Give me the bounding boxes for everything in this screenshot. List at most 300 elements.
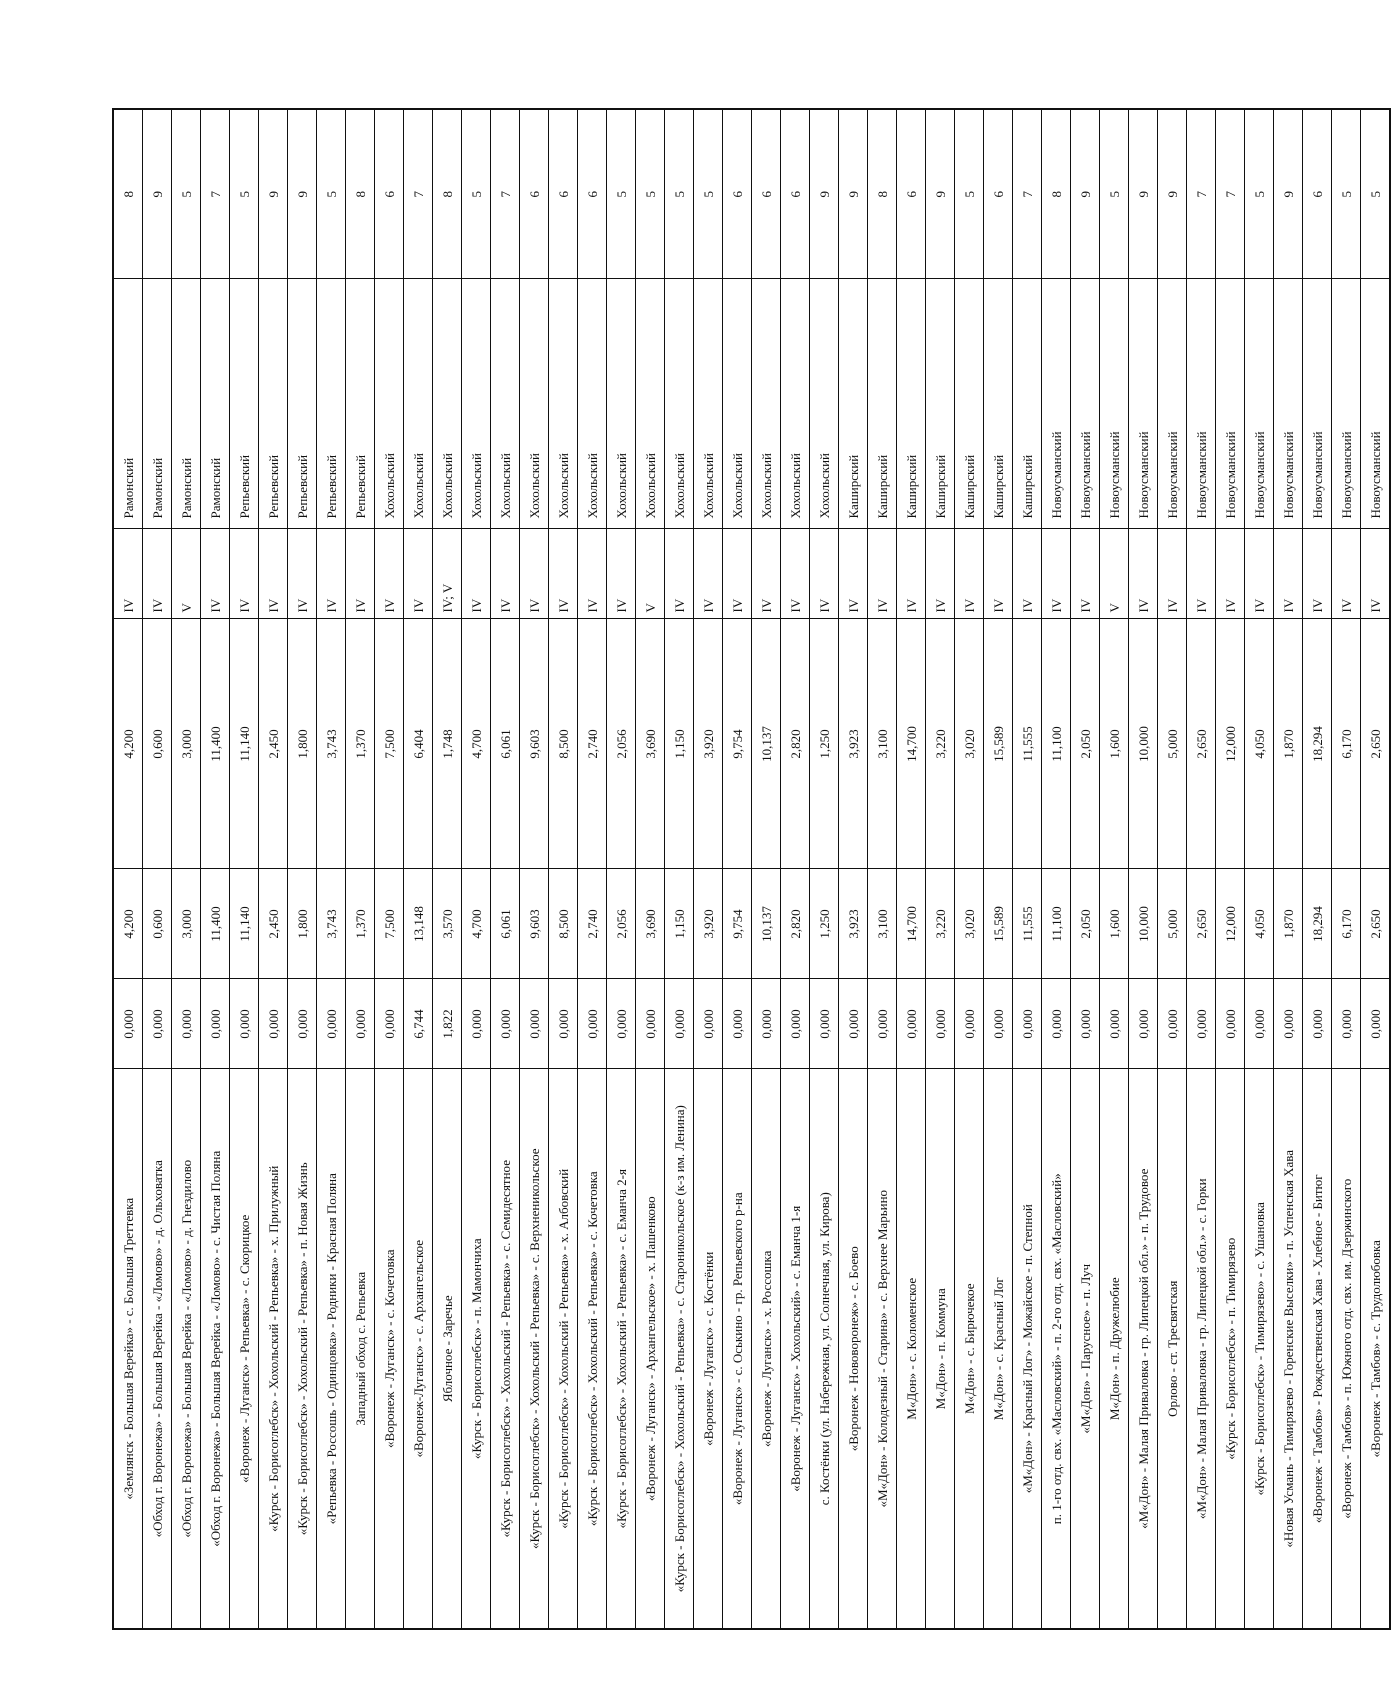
row-category-cell: IV [346,529,375,619]
row-district-cell: Репьевский [288,279,317,529]
row-category-cell: IV [578,529,607,619]
row-start-km-cell: 0,000 [839,979,868,1069]
row-end-km-cell: 11,140 [230,869,259,979]
row-end-km-cell: 3,220 [926,869,955,979]
table-row [317,109,346,1629]
row-start-km-cell: 6,744 [404,979,433,1069]
row-district-cell: Хохольский [375,279,404,529]
row-district-cell: Новоусманский [1332,279,1361,529]
table-row [1332,109,1361,1629]
row-start-km-cell: 0,000 [1274,979,1303,1069]
row-name-cell: «Курск - Борисоглебск» - Хохольский - Репьевка» - х. Прилужный [259,1069,288,1629]
row-length-cell: 3,690 [636,619,665,869]
row-name-cell: «М«Дон» - Малая Приваловка - гр. Липецкой обл.» - с. Горки [1187,1069,1216,1629]
row-width-cell: 6 [984,109,1013,279]
table-row [520,109,549,1629]
row-end-km-cell: 1,370 [346,869,375,979]
table-row [1303,109,1332,1629]
table-row [1071,109,1100,1629]
row-length-cell: 11,400 [201,619,230,869]
row-name-cell: «Воронеж - Луганск» - х. Россошка [752,1069,781,1629]
row-end-km-cell: 11,400 [201,869,230,979]
row-width-cell: 5 [955,109,984,279]
row-length-cell: 11,555 [1013,619,1042,869]
row-category-cell: IV [868,529,897,619]
row-district-cell: Репьевский [346,279,375,529]
row-end-km-cell: 3,100 [868,869,897,979]
row-length-cell: 18,294 [1303,619,1332,869]
row-district-cell: Каширский [897,279,926,529]
row-district-cell: Хохольский [665,279,694,529]
row-width-cell: 7 [1187,109,1216,279]
row-length-cell: 6,061 [491,619,520,869]
row-start-km-cell: 0,000 [259,979,288,1069]
row-category-cell: IV [752,529,781,619]
row-width-cell: 9 [1274,109,1303,279]
row-category-cell: IV [694,529,723,619]
row-district-cell: Каширский [868,279,897,529]
row-start-km-cell: 0,000 [375,979,404,1069]
rotated-table-container [112,110,1383,1630]
row-width-cell: 5 [1332,109,1361,279]
table-row [346,109,375,1629]
row-end-km-cell: 9,754 [723,869,752,979]
row-category-cell: V [1100,529,1129,619]
table-row [491,109,520,1629]
row-end-km-cell: 14,700 [897,869,926,979]
row-end-km-cell: 5,000 [1158,869,1187,979]
row-category-cell: IV [1013,529,1042,619]
row-name-cell: «Воронеж - Луганск» - с. Костёнки [694,1069,723,1629]
table-row [810,109,839,1629]
row-category-cell: IV [723,529,752,619]
row-start-km-cell: 0,000 [1303,979,1332,1069]
table-row [1042,109,1071,1629]
row-district-cell: Репьевский [317,279,346,529]
row-category-cell: IV [549,529,578,619]
row-end-km-cell: 3,920 [694,869,723,979]
row-length-cell: 3,920 [694,619,723,869]
row-category-cell: IV [897,529,926,619]
row-length-cell: 12,000 [1216,619,1245,869]
row-length-cell: 4,200 [113,619,143,869]
row-length-cell: 1,870 [1274,619,1303,869]
row-end-km-cell: 9,603 [520,869,549,979]
row-district-cell: Новоусманский [1245,279,1274,529]
row-district-cell: Репьевский [230,279,259,529]
table-row [1274,109,1303,1629]
row-start-km-cell: 0,000 [1129,979,1158,1069]
roads-table [112,108,1391,1630]
row-name-cell: «Курск - Борисоглебск» - п. Мамончиха [462,1069,491,1629]
row-name-cell: «Курск - Борисоглебск» - Хохольский - Репьевка» - с. Еманча 2-я [607,1069,636,1629]
row-length-cell: 1,600 [1100,619,1129,869]
row-category-cell: IV [1274,529,1303,619]
row-width-cell: 6 [1303,109,1332,279]
row-length-cell: 2,050 [1071,619,1100,869]
row-district-cell: Новоусманский [1071,279,1100,529]
row-category-cell: IV [607,529,636,619]
row-end-km-cell: 4,200 [113,869,143,979]
row-start-km-cell: 0,000 [1361,979,1391,1069]
row-category-cell: IV [288,529,317,619]
table-row [288,109,317,1629]
row-category-cell: IV [839,529,868,619]
row-end-km-cell: 1,150 [665,869,694,979]
row-end-km-cell: 1,250 [810,869,839,979]
row-name-cell: «М«Дон» - Красный Лог» - Можайское - п. Степной [1013,1069,1042,1629]
table-row [694,109,723,1629]
row-district-cell: Новоусманский [1042,279,1071,529]
table-row [1100,109,1129,1629]
row-district-cell: Рамонский [143,279,172,529]
row-district-cell: Каширский [926,279,955,529]
row-name-cell: «Обход г. Воронежа» - Большая Верейка - «Ломово» - д. Гнездилово [172,1069,201,1629]
table-row [636,109,665,1629]
row-category-cell: IV [462,529,491,619]
row-category-cell: IV [665,529,694,619]
row-length-cell: 8,500 [549,619,578,869]
row-category-cell: IV [1158,529,1187,619]
row-length-cell: 1,800 [288,619,317,869]
row-width-cell: 5 [607,109,636,279]
row-start-km-cell: 0,000 [1187,979,1216,1069]
row-category-cell: IV [984,529,1013,619]
row-name-cell: «Курск - Борисоглебск» - п. Тимирязево [1216,1069,1245,1629]
row-length-cell: 7,500 [375,619,404,869]
row-name-cell: «Новая Усмань - Тимирязево - Горенские Выселки» - п. Успенская Хава [1274,1069,1303,1629]
row-width-cell: 8 [346,109,375,279]
row-start-km-cell: 0,000 [491,979,520,1069]
row-name-cell: Яблочное - Заречье [433,1069,462,1629]
row-category-cell: V [172,529,201,619]
row-name-cell: «М«Дон» - Колодезный - Старина» - с. Верхнее Марьино [868,1069,897,1629]
row-length-cell: 1,748 [433,619,462,869]
row-start-km-cell: 0,000 [172,979,201,1069]
row-length-cell: 3,923 [839,619,868,869]
table-row [549,109,578,1629]
row-width-cell: 6 [752,109,781,279]
row-end-km-cell: 10,137 [752,869,781,979]
table-row [1158,109,1187,1629]
row-start-km-cell: 0,000 [752,979,781,1069]
row-start-km-cell: 0,000 [346,979,375,1069]
row-length-cell: 2,650 [1187,619,1216,869]
row-length-cell: 11,140 [230,619,259,869]
row-start-km-cell: 0,000 [810,979,839,1069]
row-length-cell: 1,150 [665,619,694,869]
row-category-cell: IV [1216,529,1245,619]
table-row [462,109,491,1629]
row-end-km-cell: 1,870 [1274,869,1303,979]
row-district-cell: Рамонский [201,279,230,529]
row-width-cell: 8 [1042,109,1071,279]
table-row [433,109,462,1629]
row-length-cell: 3,100 [868,619,897,869]
table-row [113,109,143,1629]
row-district-cell: Новоусманский [1303,279,1332,529]
row-district-cell: Каширский [1013,279,1042,529]
row-district-cell: Новоусманский [1274,279,1303,529]
row-start-km-cell: 0,000 [868,979,897,1069]
row-width-cell: 8 [433,109,462,279]
row-category-cell: IV [781,529,810,619]
row-width-cell: 5 [636,109,665,279]
row-start-km-cell: 0,000 [462,979,491,1069]
row-category-cell: IV [1361,529,1391,619]
row-width-cell: 7 [491,109,520,279]
table-row [172,109,201,1629]
row-name-cell: «Курск - Борисоглебск» - Хохольский - Репьевка» - с. Староникольское (к-з им. Ленина) [665,1069,694,1629]
row-category-cell: V [636,529,665,619]
row-name-cell: с. Костёнки (ул. Набережная, ул. Солнечная, ул. Кирова) [810,1069,839,1629]
row-category-cell: IV [491,529,520,619]
row-length-cell: 3,220 [926,619,955,869]
row-end-km-cell: 1,800 [288,869,317,979]
row-width-cell: 5 [1361,109,1391,279]
row-district-cell: Новоусманский [1361,279,1391,529]
table-row [230,109,259,1629]
row-end-km-cell: 12,000 [1216,869,1245,979]
row-end-km-cell: 3,690 [636,869,665,979]
table-row [926,109,955,1629]
row-width-cell: 5 [1245,109,1274,279]
row-district-cell: Хохольский [810,279,839,529]
row-start-km-cell: 0,000 [1013,979,1042,1069]
row-length-cell: 9,754 [723,619,752,869]
row-start-km-cell: 0,000 [1071,979,1100,1069]
row-district-cell: Хохольский [694,279,723,529]
row-end-km-cell: 11,100 [1042,869,1071,979]
row-length-cell: 6,170 [1332,619,1361,869]
row-district-cell: Хохольский [462,279,491,529]
table-row [665,109,694,1629]
row-length-cell: 2,650 [1361,619,1391,869]
row-width-cell: 8 [113,109,143,279]
row-width-cell: 9 [143,109,172,279]
row-district-cell: Репьевский [259,279,288,529]
row-name-cell: «Обход г. Воронежа» - Большая Верейка - «Ломово» - д. Ольховатка [143,1069,172,1629]
row-end-km-cell: 3,000 [172,869,201,979]
row-end-km-cell: 6,170 [1332,869,1361,979]
row-name-cell: М«Дон» - с. Бирючекое [955,1069,984,1629]
row-width-cell: 6 [375,109,404,279]
row-district-cell: Хохольский [404,279,433,529]
table-row [752,109,781,1629]
row-end-km-cell: 2,650 [1187,869,1216,979]
row-end-km-cell: 3,020 [955,869,984,979]
table-row [897,109,926,1629]
row-end-km-cell: 1,600 [1100,869,1129,979]
row-name-cell: «Воронеж - Луганск» - Хохольский» - с. Еманча 1-я [781,1069,810,1629]
row-length-cell: 2,450 [259,619,288,869]
table-row [404,109,433,1629]
table-row [1245,109,1274,1629]
table-row [1361,109,1391,1629]
row-end-km-cell: 8,500 [549,869,578,979]
row-name-cell: «Воронеж - Луганск» - с. Оськино - гр. Репьевского р-на [723,1069,752,1629]
table-row [839,109,868,1629]
row-end-km-cell: 0,600 [143,869,172,979]
row-name-cell: «Воронеж - Луганск» - с. Кочетовка [375,1069,404,1629]
table-row [1129,109,1158,1629]
row-length-cell: 6,404 [404,619,433,869]
row-district-cell: Хохольский [491,279,520,529]
row-end-km-cell: 2,050 [1071,869,1100,979]
row-category-cell: IV [1303,529,1332,619]
row-district-cell: Новоусманский [1158,279,1187,529]
row-end-km-cell: 2,740 [578,869,607,979]
row-start-km-cell: 0,000 [288,979,317,1069]
row-end-km-cell: 2,450 [259,869,288,979]
row-length-cell: 2,740 [578,619,607,869]
row-end-km-cell: 4,050 [1245,869,1274,979]
row-width-cell: 7 [1216,109,1245,279]
table-body [113,109,1390,1629]
row-district-cell: Хохольский [578,279,607,529]
row-end-km-cell: 13,148 [404,869,433,979]
row-width-cell: 5 [462,109,491,279]
row-district-cell: Новоусманский [1187,279,1216,529]
row-end-km-cell: 2,056 [607,869,636,979]
row-end-km-cell: 7,500 [375,869,404,979]
row-end-km-cell: 15,589 [984,869,1013,979]
row-category-cell: IV [1042,529,1071,619]
row-length-cell: 1,250 [810,619,839,869]
table-row [868,109,897,1629]
row-district-cell: Хохольский [636,279,665,529]
row-length-cell: 3,743 [317,619,346,869]
row-start-km-cell: 0,000 [723,979,752,1069]
row-start-km-cell: 0,000 [549,979,578,1069]
table-row [984,109,1013,1629]
row-name-cell: «Воронеж - Тамбов» - Рождественская Хава - Хлебное - Битюг [1303,1069,1332,1629]
row-width-cell: 5 [1100,109,1129,279]
row-end-km-cell: 3,570 [433,869,462,979]
row-name-cell: «Воронеж - Луганск» - Архангельское» - х. Пашенково [636,1069,665,1629]
table-row [607,109,636,1629]
row-width-cell: 5 [317,109,346,279]
row-name-cell: «Курск - Борисоглебск» - Хохольский - Репьевка» - х. Албовский [549,1069,578,1629]
row-name-cell: «Курск - Борисоглебск» - Хохольский - Репьевка» - п. Новая Жизнь [288,1069,317,1629]
row-category-cell: IV [926,529,955,619]
row-end-km-cell: 6,061 [491,869,520,979]
row-start-km-cell: 0,000 [665,979,694,1069]
row-width-cell: 6 [520,109,549,279]
row-width-cell: 5 [230,109,259,279]
row-category-cell: IV [143,529,172,619]
row-name-cell: «М«Дон» - Малая Приваловка - гр. Липецкой обл.» - п. Трудовое [1129,1069,1158,1629]
row-category-cell: IV [955,529,984,619]
row-width-cell: 6 [549,109,578,279]
row-width-cell: 9 [259,109,288,279]
row-length-cell: 3,020 [955,619,984,869]
row-width-cell: 6 [897,109,926,279]
row-start-km-cell: 0,000 [607,979,636,1069]
row-district-cell: Хохольский [781,279,810,529]
row-end-km-cell: 4,700 [462,869,491,979]
row-name-cell: Орлово - ст. Тресвятская [1158,1069,1187,1629]
row-length-cell: 9,603 [520,619,549,869]
row-district-cell: Новоусманский [1100,279,1129,529]
row-start-km-cell: 0,000 [1158,979,1187,1069]
table-row [201,109,230,1629]
row-width-cell: 7 [201,109,230,279]
row-district-cell: Хохольский [607,279,636,529]
row-category-cell: IV; V [433,529,462,619]
row-category-cell: IV [317,529,346,619]
row-name-cell: «Курск - Борисоглебск» - Хохольский - Репьевка» - с. Семидесятное [491,1069,520,1629]
row-name-cell: «Воронеж-Луганск» - с. Архангельское [404,1069,433,1629]
row-start-km-cell: 0,000 [1245,979,1274,1069]
table-row [578,109,607,1629]
row-name-cell: М«Дон» - с. Коломенское [897,1069,926,1629]
row-district-cell: Хохольский [723,279,752,529]
row-length-cell: 10,137 [752,619,781,869]
table-row [1216,109,1245,1629]
row-length-cell: 5,000 [1158,619,1187,869]
row-start-km-cell: 0,000 [113,979,143,1069]
row-district-cell: Новоусманский [1216,279,1245,529]
row-category-cell: IV [520,529,549,619]
row-width-cell: 9 [839,109,868,279]
row-name-cell: «Воронеж - Тамбов» - п. Южного отд. свх. им. Дзержинского [1332,1069,1361,1629]
row-category-cell: IV [259,529,288,619]
row-category-cell: IV [113,529,143,619]
row-width-cell: 9 [1158,109,1187,279]
row-name-cell: «Обход г. Воронежа» - Большая Верейка - «Ломово» - с. Чистая Поляна [201,1069,230,1629]
row-start-km-cell: 0,000 [1100,979,1129,1069]
row-name-cell: «Воронеж - Луганск» - Репьевка» - с. Скорицкое [230,1069,259,1629]
row-length-cell: 0,600 [143,619,172,869]
row-start-km-cell: 0,000 [1216,979,1245,1069]
row-length-cell: 1,370 [346,619,375,869]
table-row [955,109,984,1629]
row-length-cell: 4,050 [1245,619,1274,869]
row-category-cell: IV [201,529,230,619]
row-start-km-cell: 0,000 [694,979,723,1069]
row-district-cell: Каширский [839,279,868,529]
row-width-cell: 6 [781,109,810,279]
row-category-cell: IV [1332,529,1361,619]
row-start-km-cell: 0,000 [201,979,230,1069]
row-start-km-cell: 0,000 [317,979,346,1069]
row-category-cell: IV [810,529,839,619]
row-name-cell: Западный обход с. Репьевка [346,1069,375,1629]
row-district-cell: Хохольский [433,279,462,529]
row-length-cell: 11,100 [1042,619,1071,869]
row-end-km-cell: 11,555 [1013,869,1042,979]
row-width-cell: 5 [172,109,201,279]
row-end-km-cell: 2,650 [1361,869,1391,979]
table-row [1187,109,1216,1629]
table-row [1013,109,1042,1629]
row-start-km-cell: 0,000 [781,979,810,1069]
row-name-cell: М«Дон» - п. Дружелюбие [1100,1069,1129,1629]
row-name-cell: «Курск - Борисоглебск» - Хохольский - Репьевка» - с. Кочетовка [578,1069,607,1629]
row-name-cell: «Землянск - Большая Верейка» - с. Большая Треттевка [113,1069,143,1629]
row-name-cell: п. 1-го отд. свх. «Масловский» - п. 2-го отд. свх. «Масловский» [1042,1069,1071,1629]
row-category-cell: IV [230,529,259,619]
row-width-cell: 9 [810,109,839,279]
row-start-km-cell: 0,000 [1332,979,1361,1069]
row-category-cell: IV [1245,529,1274,619]
row-district-cell: Рамонский [172,279,201,529]
row-length-cell: 14,700 [897,619,926,869]
row-length-cell: 2,056 [607,619,636,869]
row-length-cell: 3,000 [172,619,201,869]
row-name-cell: М«Дон» - п. Коммуна [926,1069,955,1629]
